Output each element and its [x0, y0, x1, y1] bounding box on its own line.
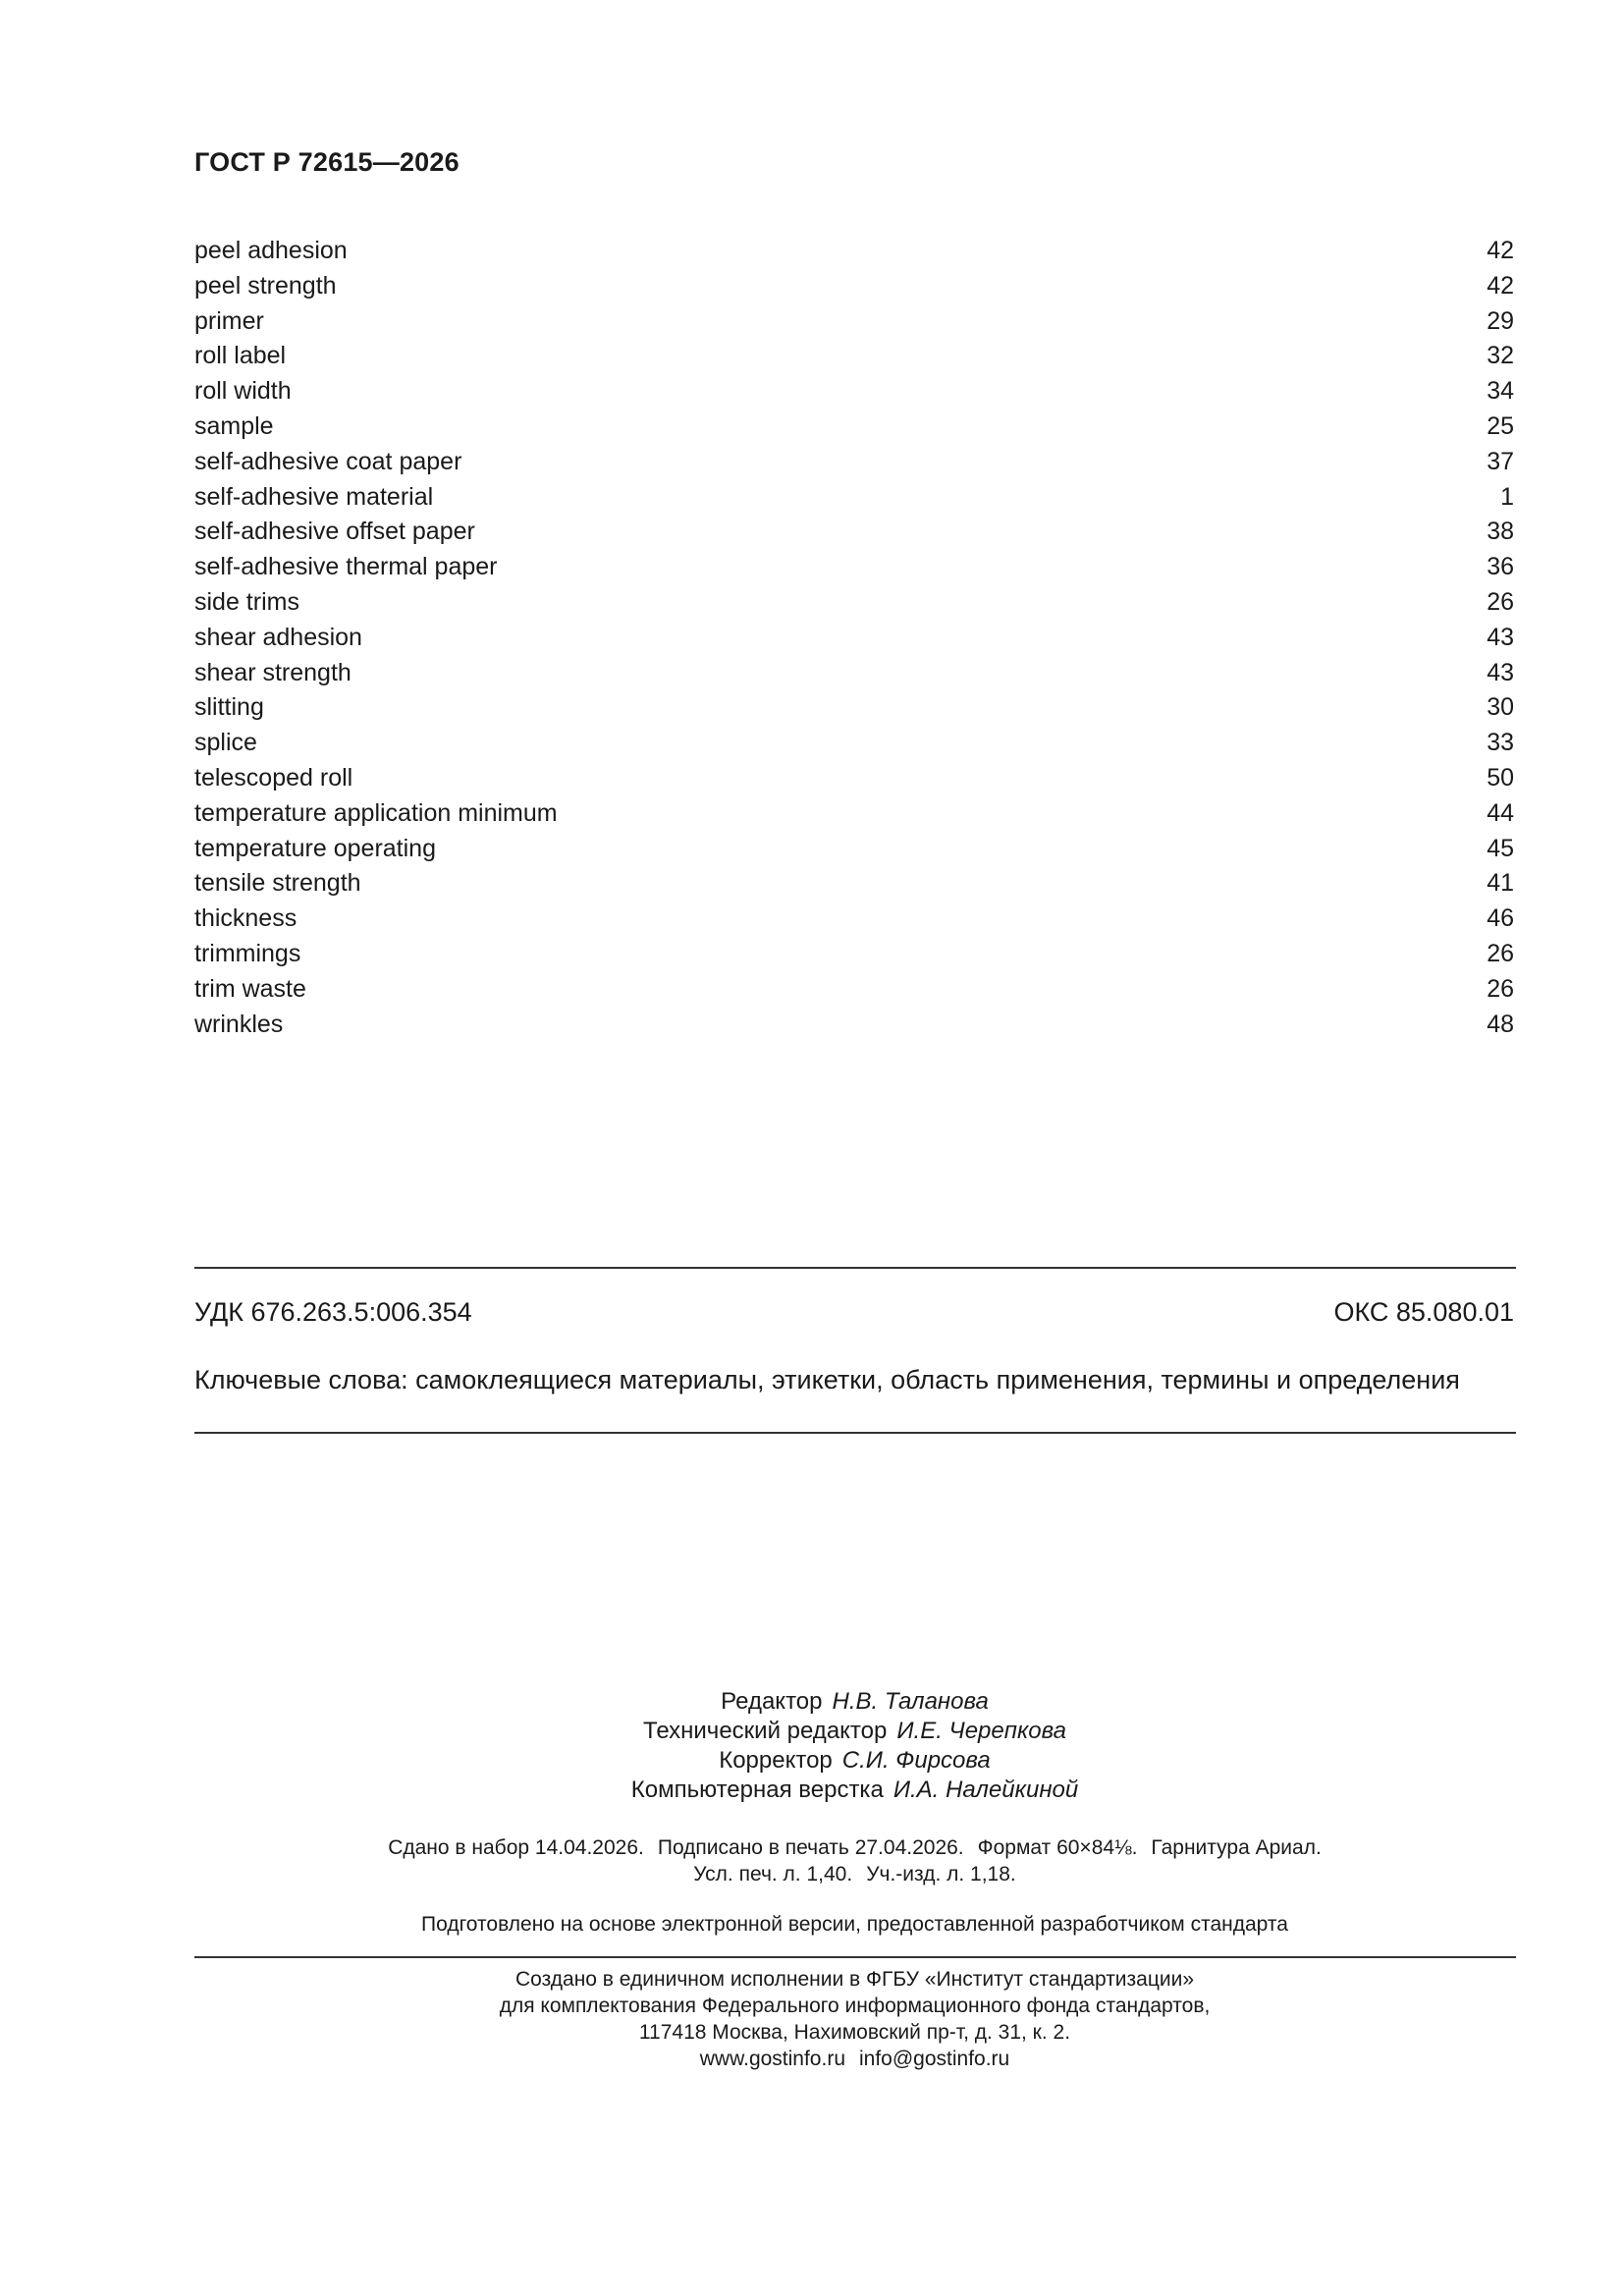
index-term-number: 26 — [1487, 974, 1514, 1003]
index-term: tensile strength — [194, 869, 361, 898]
index-term: roll label — [194, 342, 287, 370]
index-term: self-adhesive offset paper — [194, 518, 475, 546]
index-entry — [194, 972, 1514, 1008]
index-term: splice — [194, 729, 257, 757]
index-term-number: 1 — [1500, 482, 1514, 511]
index-term: self-adhesive coat paper — [194, 447, 462, 475]
index-term-number: 44 — [1487, 798, 1514, 827]
index-term: primer — [194, 306, 264, 335]
index-entry — [194, 690, 1514, 726]
index-term-number: 25 — [1487, 411, 1514, 440]
publisher-address: 117418 Москва, Нахимовский пр-т, д. 31, к. 2. — [638, 2021, 1071, 2044]
index-term-number: 42 — [1487, 237, 1514, 264]
index-entry — [194, 796, 1514, 832]
index-entry — [194, 445, 1514, 480]
index-entry — [194, 866, 1514, 902]
index-term-number: 30 — [1487, 693, 1514, 722]
publisher-contacts — [0, 2046, 1623, 2072]
index-entry — [194, 515, 1514, 550]
index-term: temperature operating — [194, 834, 436, 862]
credit-role: Технический редактор — [643, 1718, 888, 1744]
index-term-number: 42 — [1487, 271, 1514, 300]
website-link[interactable]: www.gostinfo.ru — [699, 2048, 845, 2070]
index-term: peel strength — [194, 271, 337, 300]
index-entry — [194, 726, 1514, 761]
index-term-number: 43 — [1487, 658, 1514, 686]
index-term: trimmings — [194, 939, 301, 967]
index-entry — [194, 761, 1514, 796]
print-sheets: Усл. печ. л. 1,40. — [693, 1863, 853, 1886]
divider-middle — [194, 1432, 1516, 1434]
index-term: self-adhesive material — [194, 482, 434, 511]
index-term: sample — [194, 411, 274, 440]
classification-row — [194, 1297, 1514, 1328]
index-entry — [194, 374, 1514, 410]
oks-code: ОКС 85.080.01 — [1333, 1297, 1514, 1327]
prepared-note: Подготовлено на основе электронной версии, предоставленной разработчиком стандарта — [421, 1913, 1288, 1936]
udk-code: УДК 676.263.5:006.354 — [194, 1297, 472, 1327]
index-term-number: 45 — [1487, 834, 1514, 862]
credit-layout — [0, 1776, 1623, 1805]
index-entry — [194, 585, 1514, 621]
index-entry — [194, 269, 1514, 304]
index-entry — [194, 937, 1514, 972]
index-entry — [194, 234, 1514, 269]
typeset-date: Сдано в набор 14.04.2026. — [388, 1836, 644, 1859]
index-entry — [194, 902, 1514, 937]
index-term-number: 33 — [1487, 729, 1514, 757]
index-term-number: 32 — [1487, 342, 1514, 370]
index-term: peel adhesion — [194, 237, 348, 264]
credit-role: Корректор — [719, 1747, 833, 1774]
index-term-number: 26 — [1487, 587, 1514, 616]
divider-bottom — [194, 1956, 1516, 1958]
publishing-sheets: Уч.-изд. л. 1,18. — [866, 1863, 1016, 1886]
credit-role: Компьютерная верстка — [630, 1777, 884, 1803]
credit-name: С.И. Фирсова — [841, 1747, 991, 1774]
publisher-line-2: для комплектования Федерального информационного фонда стандартов, — [499, 1995, 1211, 2017]
credit-name: Н.В. Таланова — [832, 1688, 989, 1715]
credits-block — [0, 1687, 1623, 1805]
index-entry — [194, 304, 1514, 340]
index-term-number: 36 — [1487, 553, 1514, 581]
credit-proofreader — [0, 1746, 1623, 1776]
imprint-block — [0, 1834, 1623, 1887]
credit-name: И.Е. Черепкова — [896, 1718, 1066, 1744]
index-term: trim waste — [194, 974, 306, 1003]
index-entry — [194, 656, 1514, 691]
print-format: Формат 60×84⅛. — [977, 1836, 1138, 1859]
index-term: side trims — [194, 587, 299, 616]
keywords-line: Ключевые слова: самоклеящиеся материалы, этикетки, область применения, термины и определения — [194, 1365, 1460, 1394]
index-term-number: 26 — [1487, 939, 1514, 967]
index-term-number: 46 — [1487, 904, 1514, 933]
index-term: telescoped roll — [194, 763, 353, 792]
index-term: temperature application minimum — [194, 798, 558, 827]
index-entry — [194, 410, 1514, 445]
index-term: shear strength — [194, 658, 352, 686]
index-term: wrinkles — [194, 1010, 284, 1038]
index-term-number: 43 — [1487, 623, 1514, 651]
index-term-number: 48 — [1487, 1010, 1514, 1038]
index-entry — [194, 1008, 1514, 1043]
imprint-line-2 — [0, 1861, 1623, 1887]
imprint-line-1 — [0, 1834, 1623, 1861]
signed-date: Подписано в печать 27.04.2026. — [657, 1836, 964, 1859]
index-term-number: 37 — [1487, 447, 1514, 475]
typeface: Гарнитура Ариал. — [1151, 1836, 1322, 1859]
publisher-line-1: Создано в единичном исполнении в ФГБУ «Институт стандартизации» — [514, 1968, 1195, 1991]
credit-editor — [0, 1687, 1623, 1717]
email-link[interactable]: info@gostinfo.ru — [859, 2048, 1010, 2070]
index-term-number: 50 — [1487, 763, 1514, 792]
index-term: self-adhesive thermal paper — [194, 553, 498, 581]
divider-top — [194, 1267, 1516, 1269]
index-term: slitting — [194, 693, 264, 722]
index-term: thickness — [194, 904, 298, 933]
index-term-number: 41 — [1487, 869, 1514, 898]
index-entry — [194, 832, 1514, 867]
index-term-number: 34 — [1487, 377, 1514, 406]
document-header: ГОСТ Р 72615—2026 — [194, 147, 460, 177]
index-term: shear adhesion — [194, 623, 362, 651]
index-entry — [194, 550, 1514, 585]
credit-tech-editor — [0, 1717, 1623, 1746]
credit-name: И.А. Налейкиной — [893, 1777, 1079, 1803]
alphabetical-index — [194, 234, 1514, 1042]
index-entry — [194, 621, 1514, 656]
credit-role: Редактор — [721, 1688, 823, 1715]
index-entry — [194, 480, 1514, 516]
index-term-number: 38 — [1487, 518, 1514, 546]
index-term: roll width — [194, 377, 292, 406]
index-entry — [194, 339, 1514, 374]
publisher-block — [0, 1966, 1623, 2072]
index-term-number: 29 — [1487, 306, 1514, 335]
